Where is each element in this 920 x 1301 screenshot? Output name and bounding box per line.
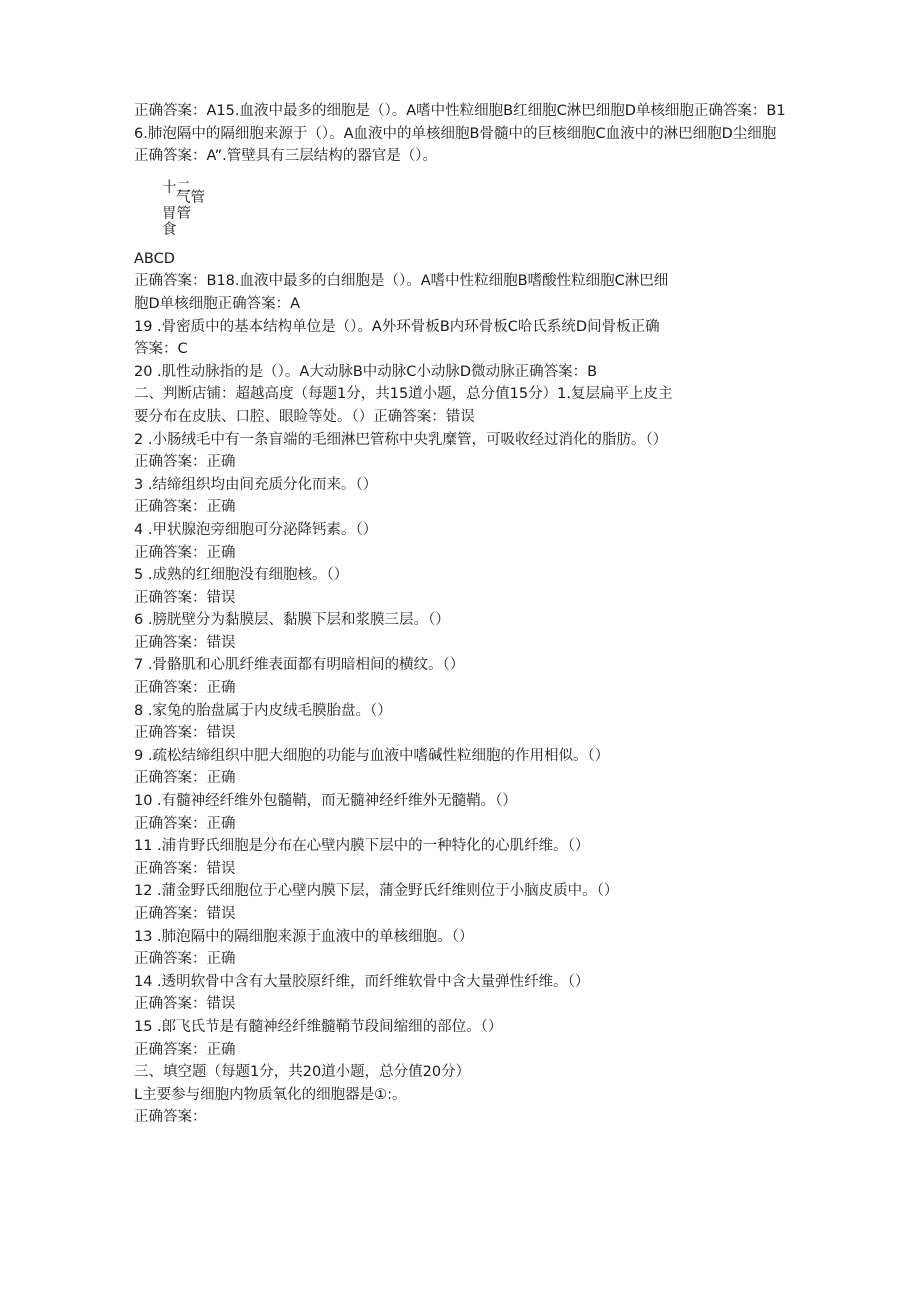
- text-line: 正确答案：错误: [134, 725, 236, 742]
- document-body: [134, 100, 790, 1129]
- text-line: 正确答案：错误: [134, 860, 236, 877]
- text-line: 正确答案：: [134, 1109, 207, 1126]
- text-line: 正确答案：错误: [134, 996, 236, 1013]
- text-line: 7 .骨骼肌和心肌纤维表面都有明暗相间的横纹。（）: [134, 657, 465, 674]
- text-line: 13 .肺泡隔中的隔细胞来源于血液中的单核细胞。（）: [134, 928, 474, 945]
- text-line: 正确答案：正确: [134, 454, 236, 471]
- text-line: 正确答案：正确: [134, 815, 236, 832]
- stacked-option: 食: [162, 221, 177, 238]
- text-line: 正确答案：正确: [134, 951, 236, 968]
- stacked-option: 胃管: [162, 205, 191, 222]
- text-line: 19 .骨密质中的基本结构单位是（）。A外环骨板B内环骨板C哈氏系统D间骨板正确: [134, 318, 660, 335]
- question-lines: [134, 248, 790, 1129]
- text-line: 6 .膀胱壁分为黏膜层、黏膜下层和浆膜三层。（）: [134, 612, 450, 629]
- text-line: 正确答案：B18.血液中最多的白细胞是（）。A嗜中性粒细胞B嗜酸性粒细胞C淋巴细: [134, 273, 669, 290]
- text-line: 答案：C: [134, 341, 188, 358]
- stacked-option: 气管: [176, 189, 205, 206]
- text-line: 正确答案：错误: [134, 589, 236, 606]
- stacked-option: 十二: [162, 179, 191, 196]
- text-line: 正确答案：正确: [134, 680, 236, 697]
- intro-paragraph: 正确答案：A15.血液中最多的细胞是（）。A嗜中性粒细胞B红细胞C淋巴细胞D单核细胞正确答案：B16.肺泡隔中的隔细胞来源于（）。A血液中的单核细胞B骨髓中的巨核细胞C血液中的淋巴细胞D尘细胞正确答案：A”.管壁具有三层结构的器官是（）。: [134, 103, 786, 165]
- text-line: 二、判断店铺：超越高度（每题1分，共15道小题，总分值15分）1.复层扁平上皮主: [134, 386, 673, 403]
- text-line: 10 .有髓神经纤维外包髓鞘，而无髓神经纤维外无髓鞘。（）: [134, 793, 517, 810]
- text-line: 三、填空题（每题1分，共20道小题，总分值20分）: [134, 1064, 471, 1081]
- text-line: 2 .小肠绒毛中有一条盲端的毛细淋巴管称中央乳糜管，可吸收经过消化的脂肪。（）: [134, 431, 668, 448]
- text-line: 3 .结缔组织均由间充质分化而来。（）: [134, 476, 378, 493]
- text-line: 8 .家兔的胎盘属于内皮绒毛膜胎盘。（）: [134, 702, 392, 719]
- text-line: 要分布在皮肤、口腔、眼睑等处。（）正确答案：错误: [134, 408, 475, 425]
- text-line: L主要参与细胞内物质氧化的细胞器是①:。: [134, 1086, 407, 1103]
- text-line: 正确答案：错误: [134, 634, 236, 651]
- text-line: 4 .甲状腺泡旁细胞可分泌降钙素。（）: [134, 521, 378, 538]
- text-line: 正确答案：正确: [134, 1041, 236, 1058]
- text-line: 5 .成熟的红细胞没有细胞核。（）: [134, 567, 349, 584]
- text-line: 20 .肌性动脉指的是（）。A大动脉B中动脉C小动脉D微动脉正确答案：B: [134, 363, 598, 380]
- stacked-options: [162, 179, 205, 238]
- text-line: ABCD: [134, 250, 175, 267]
- text-line: 15 .郎飞氏节是有髓神经纤维髓鞘节段间缩细的部位。（）: [134, 1018, 503, 1035]
- text-line: 14 .透明软骨中含有大量胶原纤维，而纤维软骨中含大量弹性纤维。（）: [134, 973, 590, 990]
- text-line: 12 .蒲金野氏细胞位于心壁内膜下层，蒲金野氏纤维则位于小脑皮质中。（）: [134, 883, 619, 900]
- text-line: 11 .浦肯野氏细胞是分布在心壁内膜下层中的一种特化的心肌纤维。（）: [134, 838, 590, 855]
- text-line: 正确答案：正确: [134, 499, 236, 516]
- text-line: 9 .疏松结缔组织中肥大细胞的功能与血液中嗜碱性粒细胞的作用相似。（）: [134, 747, 610, 764]
- text-line: 正确答案：正确: [134, 544, 236, 561]
- text-line: 正确答案：错误: [134, 906, 236, 922]
- text-line: 胞D单核细胞正确答案：A: [134, 295, 301, 312]
- text-line: 正确答案：正确: [134, 770, 236, 787]
